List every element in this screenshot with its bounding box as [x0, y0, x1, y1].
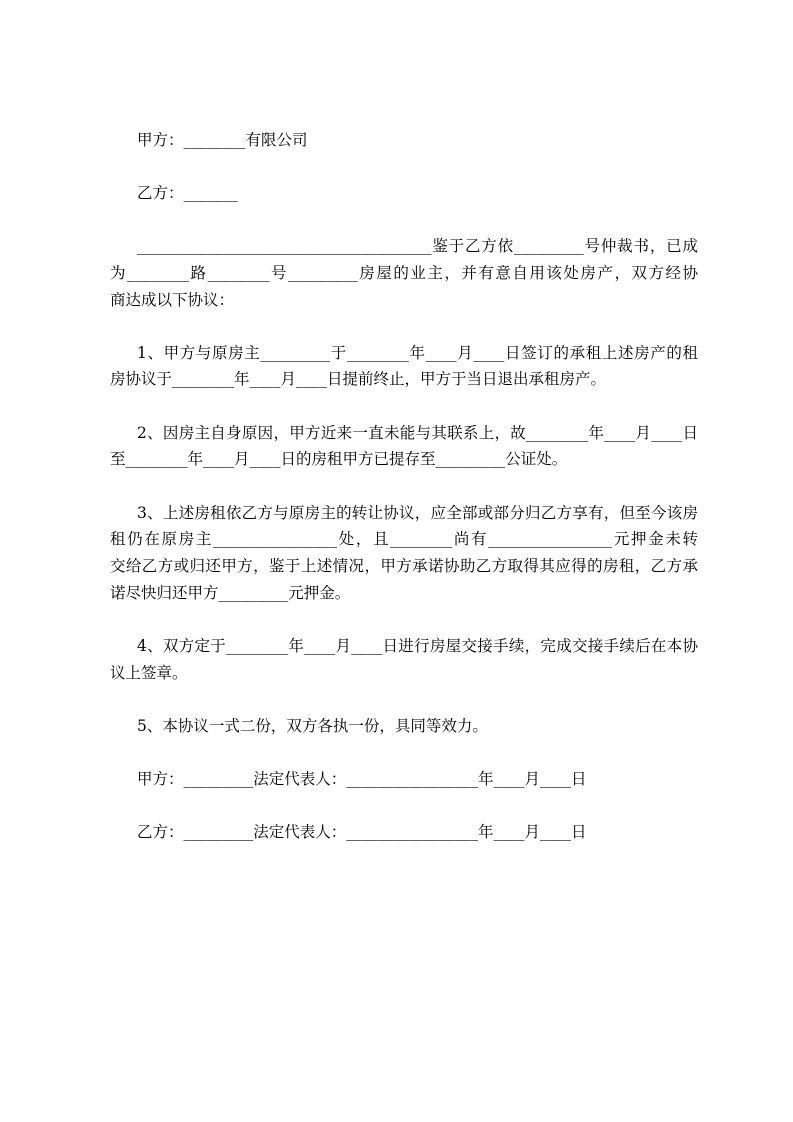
clause-line: 议上签章。 [110, 663, 188, 682]
preamble-line: ______________________________________鉴于乙方依_________号仲裁书，已成 [137, 237, 698, 256]
clause-3 [110, 500, 698, 607]
clause-2 [110, 420, 698, 473]
preamble-paragraph [110, 233, 698, 313]
clause-line: 2、因房主自身原因，甲方近来一直未能与其联系上，故________年____月____日 [137, 423, 698, 442]
party-b-header [110, 180, 698, 207]
clause-line: 1、甲方与原房主_________于________年____月____日签订的承租上述房产的租 [137, 343, 698, 362]
document-body [110, 127, 698, 873]
clause-5 [110, 713, 698, 740]
signature-line: 乙方：_________法定代表人：_________________年____月____日 [137, 823, 587, 842]
preamble-line: 为________路________号_________房屋的业主，并有意自用该处房产，双方经协 [110, 263, 698, 282]
clause-line: 至________年____月____日的房租甲方已提存至_________公证处。 [110, 450, 568, 469]
clause-1 [110, 340, 698, 393]
clause-line: 诺尽快归还甲方_________元押金。 [110, 583, 351, 602]
party-a-header [110, 127, 698, 154]
party-b-header-line: 乙方：_______ [137, 183, 238, 202]
clause-line: 5、本协议一式二份，双方各执一份，具同等效力。 [137, 716, 488, 735]
clause-line: 4、双方定于________年____月____日进行房屋交接手续，完成交接手续后在本协 [137, 636, 698, 655]
preamble-line: 商达成以下协议： [110, 290, 235, 309]
clause-line: 3、上述房租依乙方与原房主的转让协议，应全部或部分归乙方享有，但至今该房 [137, 503, 698, 522]
signature-party-b [110, 819, 698, 846]
clause-line: 房协议于________年____月____日提前终止，甲方于当日退出承租房产。 [110, 370, 607, 389]
signature-line: 甲方：_________法定代表人：_________________年____月____日 [137, 770, 587, 789]
party-a-header-line: 甲方：________有限公司 [137, 130, 308, 149]
clause-4 [110, 633, 698, 686]
clause-line: 交给乙方或归还甲方，鉴于上述情况，甲方承诺协助乙方取得其应得的房租，乙方承 [110, 556, 698, 575]
clause-line: 租仍在原房主________________处，且________尚有________________元押金未转 [110, 530, 698, 549]
signature-party-a [110, 766, 698, 793]
